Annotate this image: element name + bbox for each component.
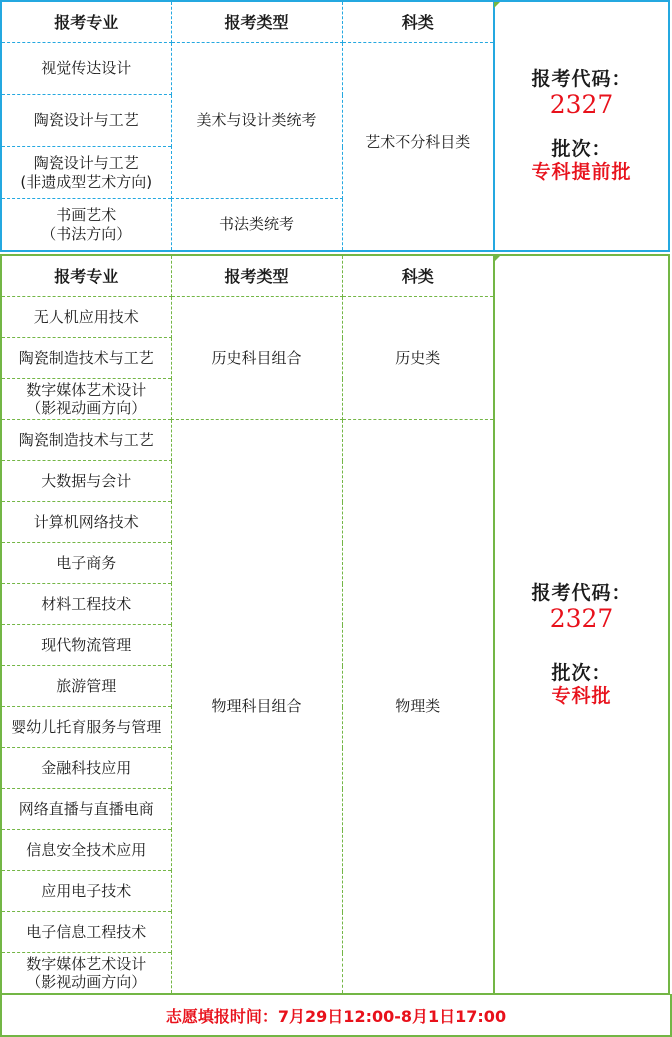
major-line: 陶瓷制造技术与工艺 [18, 349, 154, 367]
type-cell: 物理科目组合 [171, 420, 342, 995]
batch-label: 批次： [551, 138, 612, 160]
major-line: 现代物流管理 [41, 636, 132, 654]
art-admissions-table [0, 0, 670, 252]
header-major: 报考专业 [1, 1, 171, 43]
major-line: 材料工程技术 [41, 595, 132, 613]
major-line: 婴幼儿托育服务与管理 [11, 718, 162, 736]
major-cell [1, 379, 171, 420]
major-cell [1, 147, 171, 199]
header-major: 报考专业 [1, 255, 171, 297]
major-cell [1, 502, 171, 543]
major-cell [1, 830, 171, 871]
major-line: 大数据与会计 [41, 472, 132, 490]
major-cell [1, 912, 171, 953]
major-cell [1, 748, 171, 789]
corner-mark [494, 2, 500, 8]
major-cell [1, 953, 171, 995]
major-line: 数字媒体艺术设计 （影视动画方向） [26, 955, 147, 991]
code-label: 报考代码： [531, 581, 632, 604]
major-line: 无人机应用技术 [33, 308, 139, 326]
general-admissions-table [0, 254, 670, 995]
major-cell: 视觉传达设计 [1, 43, 171, 95]
type-cell: 书法类统考 [171, 199, 342, 252]
major-line: 计算机网络技术 [33, 513, 139, 531]
code-value: 2327 [549, 90, 614, 119]
major-line: 网络直播与直播电商 [18, 800, 154, 818]
major-cell [1, 420, 171, 461]
major-cell: 陶瓷设计与工艺 [1, 95, 171, 147]
major-line: 旅游管理 [56, 677, 117, 695]
header-category: 科类 [342, 255, 494, 297]
header-type: 报考类型 [171, 255, 342, 297]
major-line: 书画艺术 （书法方向） [41, 205, 132, 243]
major-cell [1, 297, 171, 338]
major-line: 陶瓷制造技术与工艺 [18, 431, 154, 449]
type-cell: 历史科目组合 [171, 297, 342, 420]
major-cell [1, 338, 171, 379]
category-cell: 艺术不分科目类 [342, 43, 494, 252]
code-value: 2327 [549, 603, 614, 633]
major-cell [1, 789, 171, 830]
header-category: 科类 [342, 1, 494, 43]
batch-label: 批次： [551, 661, 612, 684]
major-cell [1, 584, 171, 625]
batch-value: 专科批 [551, 684, 612, 707]
major-cell [1, 543, 171, 584]
major-cell [1, 871, 171, 912]
major-line: 应用电子技术 [41, 882, 132, 900]
category-cell: 物理类 [342, 420, 494, 995]
major-cell [1, 666, 171, 707]
major-cell [1, 707, 171, 748]
code-panel-art [494, 1, 669, 251]
code-panel-general [494, 255, 669, 994]
header-type: 报考类型 [171, 1, 342, 43]
major-cell [1, 199, 171, 252]
major-line: 金融科技应用 [41, 759, 132, 777]
type-cell: 美术与设计类统考 [171, 43, 342, 199]
corner-mark [494, 256, 500, 262]
major-line: 信息安全技术应用 [26, 841, 147, 859]
major-cell [1, 625, 171, 666]
major-line: 电子信息工程技术 [26, 923, 147, 941]
major-line: 陶瓷设计与工艺 (非遗成型艺术方向) [20, 153, 153, 191]
major-cell [1, 461, 171, 502]
application-period: 志愿填报时间：7月29日12:00-8月1日17:00 [0, 994, 672, 1037]
code-label: 报考代码： [531, 68, 632, 90]
major-line: 电子商务 [56, 554, 117, 572]
major-line: 数字媒体艺术设计 （影视动画方向） [26, 381, 147, 417]
batch-value: 专科提前批 [531, 161, 632, 183]
category-cell: 历史类 [342, 297, 494, 420]
